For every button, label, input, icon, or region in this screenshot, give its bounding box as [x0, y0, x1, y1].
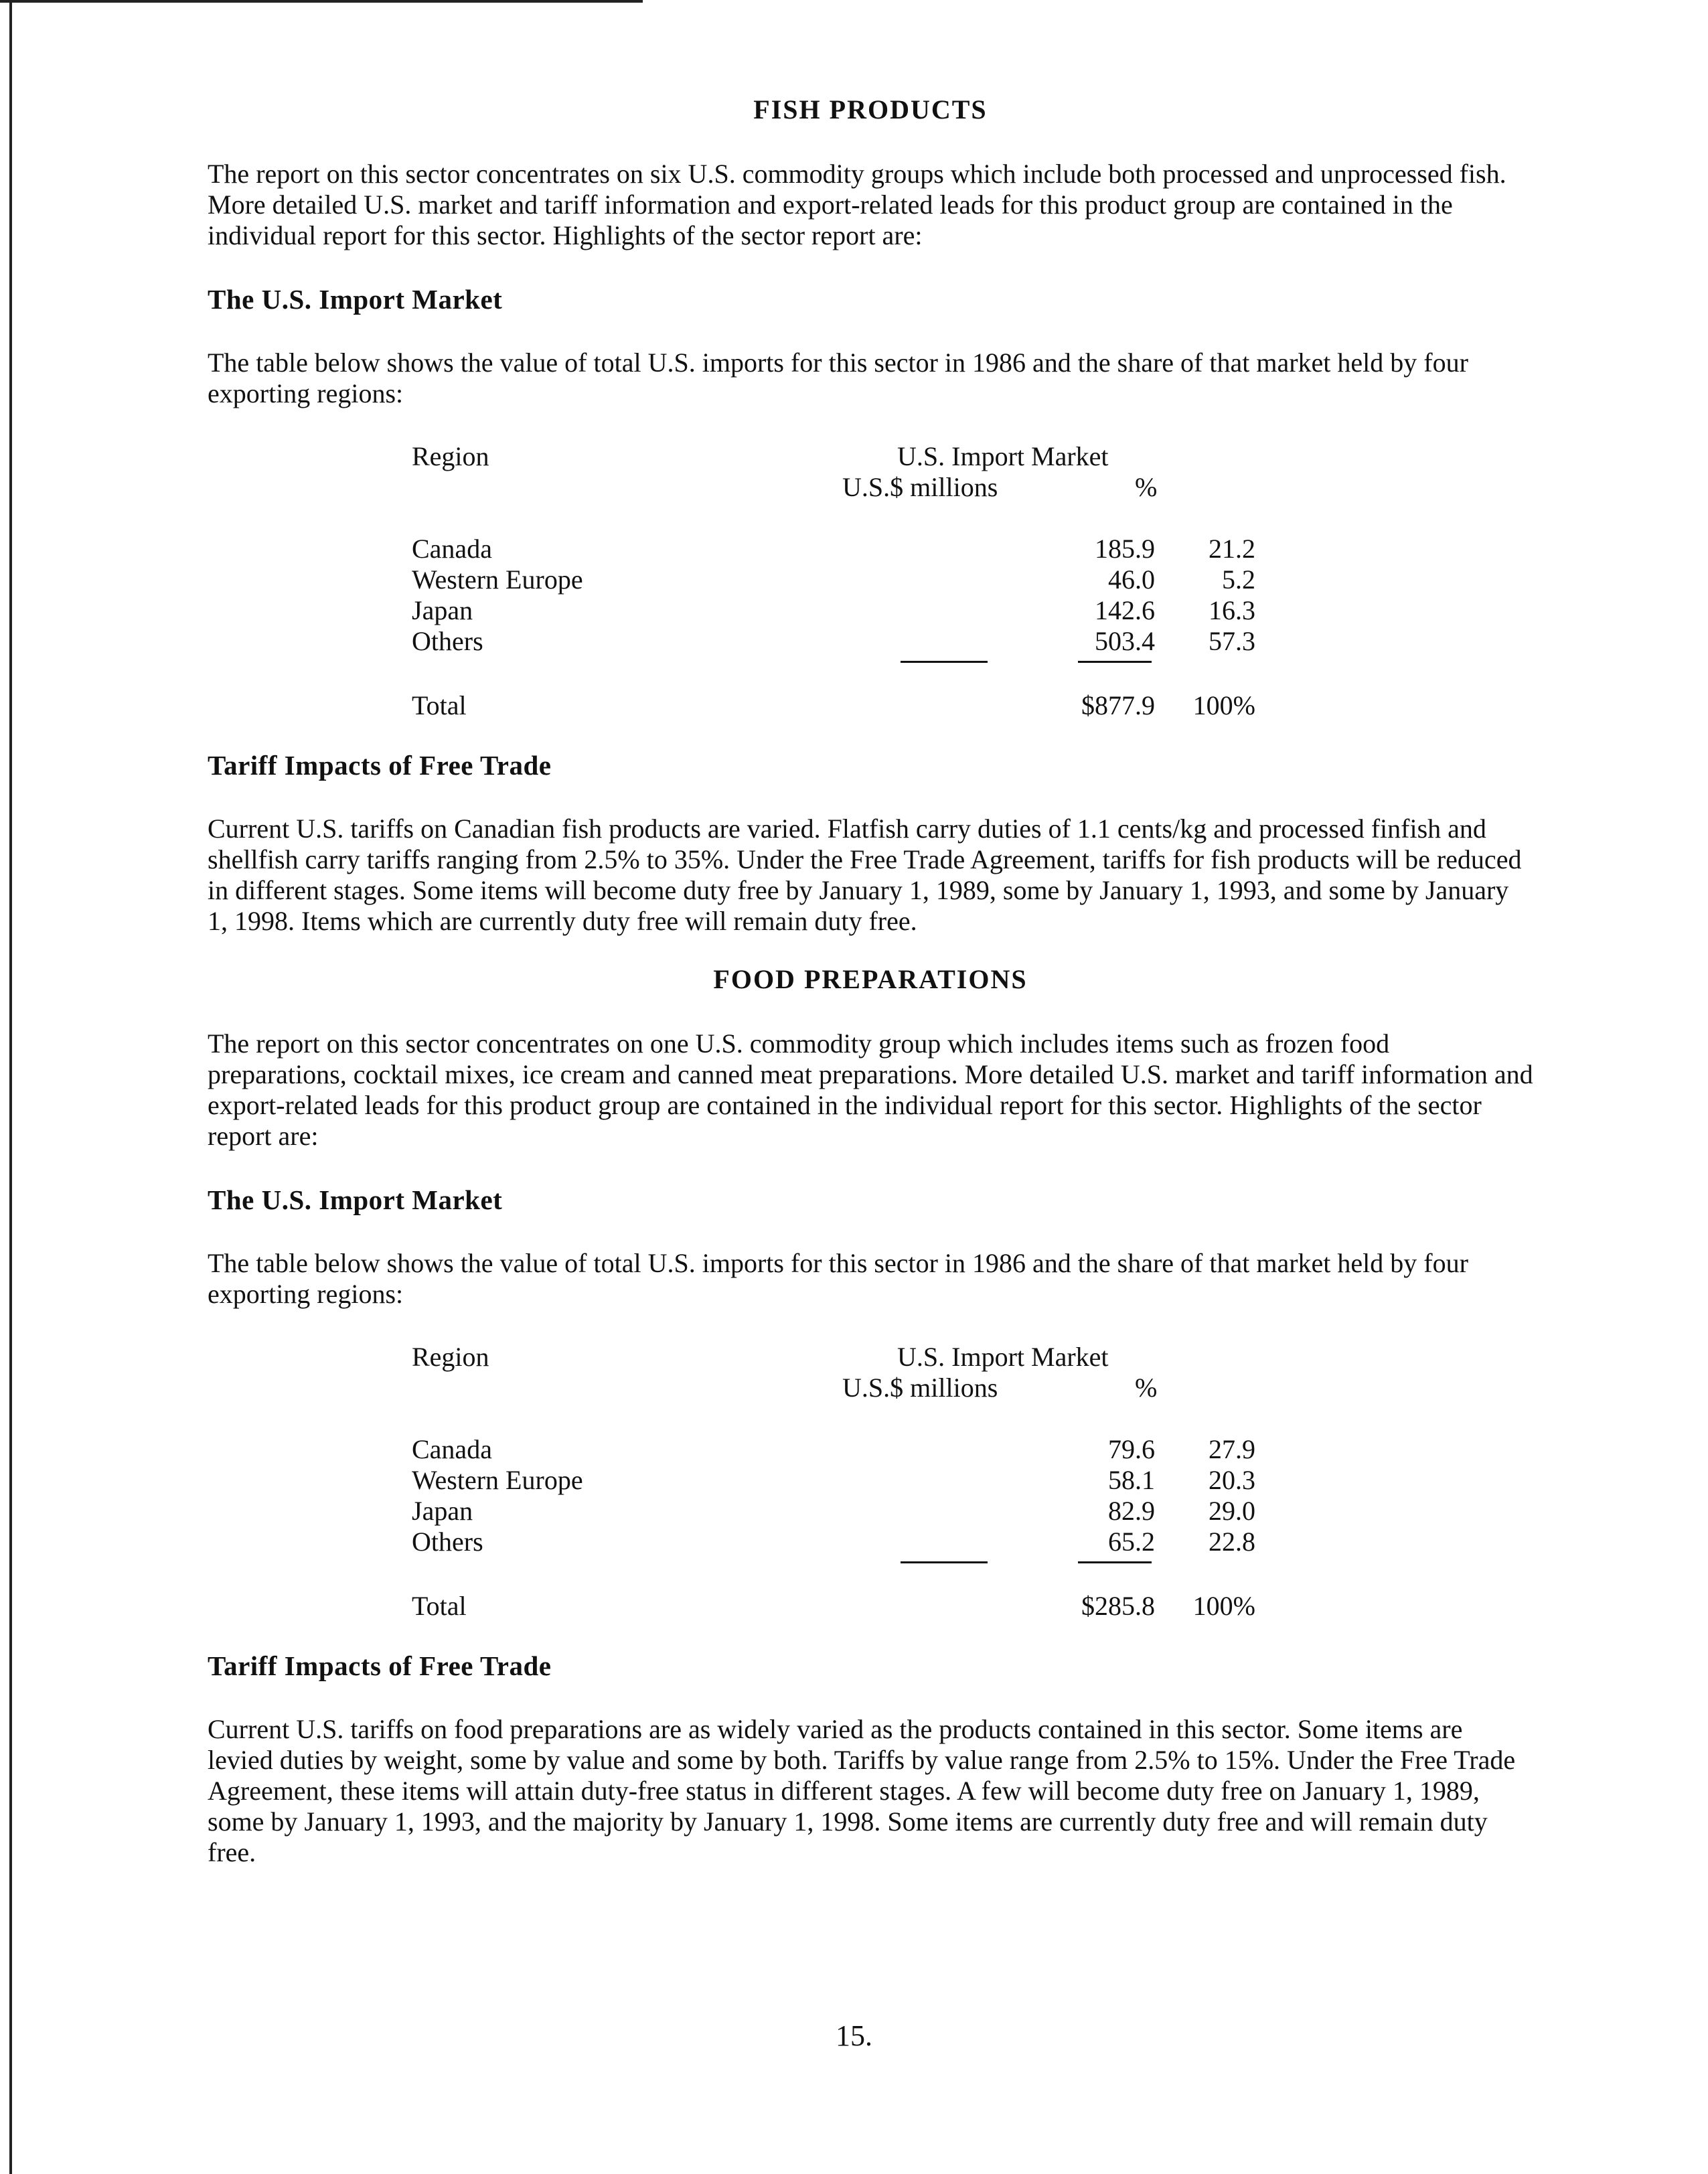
- region-header: Region: [412, 441, 489, 471]
- region-cell: Canada: [412, 1434, 492, 1464]
- tariff-text: Current U.S. tariffs on food preparations are as widely varied as the products contained in this sector. Some items are levied duties by weight, some by value and some by both. Tariffs by value range from 2.5% to 15%. Under the Free Trade Agreement, these items will attain duty-free status in different stages. A few will become duty free on January 1, 1989, some by January 1, 1993, and the majority by January 1, 1998. Some items are currently duty free and will remain duty free.: [208, 1714, 1516, 1867]
- percent-cell: 57.3: [1209, 626, 1255, 656]
- region-cell: Western Europe: [412, 564, 583, 595]
- market-header: U.S. Import Market: [897, 1342, 1109, 1372]
- total-label: Total: [412, 1591, 467, 1621]
- section-title: FISH PRODUCTS: [753, 94, 988, 125]
- percent-total-rule: [1078, 1561, 1152, 1563]
- scan-edge-top: [0, 0, 643, 3]
- region-cell: Canada: [412, 534, 492, 564]
- market-text: The table below shows the value of total U.S. imports for this sector in 1986 and the share of that market held by four exporting regions:: [208, 347, 1468, 408]
- scan-edge-left: [9, 0, 12, 2174]
- millions-total-rule: [901, 661, 988, 663]
- market-text: The table below shows the value of total U.S. imports for this sector in 1986 and the share of that market held by four exporting regions:: [208, 1248, 1468, 1309]
- millions-cell: 503.4: [1095, 626, 1155, 656]
- section-intro: The report on this sector concentrates on six U.S. commodity groups which include both processed and unprocessed fish. More detailed U.S. market and tariff information and export-related leads for this product group are contained in the individual report for this sector. Highlights of the sector report are:: [208, 159, 1506, 250]
- total-millions: $877.9: [1081, 690, 1155, 720]
- percent-total-rule: [1078, 661, 1152, 663]
- region-header: Region: [412, 1342, 489, 1372]
- percent-header: %: [1135, 1373, 1158, 1403]
- page-number: 15.: [836, 2019, 872, 2052]
- percent-cell: 21.2: [1209, 534, 1255, 564]
- region-cell: Others: [412, 1527, 483, 1557]
- tariff-heading: Tariff Impacts of Free Trade: [208, 1650, 552, 1681]
- tariff-text: Current U.S. tariffs on Canadian fish products are varied. Flatfish carry duties of 1.1 cents/kg and processed finfish and shellfish carry tariffs ranging from 2.5% to 35%. Under the Free Trade Agreement, tariffs for fish products will be reduced in different stages. Some items will become duty free by January 1, 1989, some by January 1, 1993, and some by January 1, 1998. Items which are currently duty free will remain duty free.: [208, 813, 1522, 936]
- total-percent: 100%: [1192, 690, 1255, 720]
- market-heading: The U.S. Import Market: [208, 284, 503, 315]
- total-percent: 100%: [1192, 1591, 1255, 1621]
- section-fish-products: [208, 94, 1533, 937]
- market-header: U.S. Import Market: [897, 441, 1109, 471]
- percent-header: %: [1135, 472, 1158, 502]
- total-label: Total: [412, 690, 467, 720]
- millions-total-rule: [901, 1561, 988, 1563]
- millions-header: U.S.$ millions: [842, 472, 998, 502]
- percent-cell: 29.0: [1209, 1496, 1255, 1526]
- total-millions: $285.8: [1081, 1591, 1155, 1621]
- percent-cell: 22.8: [1209, 1527, 1255, 1557]
- millions-cell: 65.2: [1108, 1527, 1155, 1557]
- millions-cell: 185.9: [1095, 534, 1155, 564]
- millions-cell: 79.6: [1108, 1434, 1155, 1464]
- region-cell: Japan: [412, 595, 473, 625]
- percent-cell: 5.2: [1222, 564, 1255, 595]
- tariff-heading: Tariff Impacts of Free Trade: [208, 750, 552, 781]
- millions-cell: 46.0: [1108, 564, 1155, 595]
- market-heading: The U.S. Import Market: [208, 1184, 503, 1215]
- millions-cell: 142.6: [1095, 595, 1155, 625]
- region-cell: Japan: [412, 1496, 473, 1526]
- percent-cell: 16.3: [1209, 595, 1255, 625]
- import-market-table: [208, 441, 1533, 749]
- section-food-preparations: [208, 963, 1533, 1868]
- percent-cell: 20.3: [1209, 1465, 1255, 1495]
- section-title: FOOD PREPARATIONS: [713, 964, 1028, 994]
- millions-header: U.S.$ millions: [842, 1373, 998, 1403]
- millions-cell: 58.1: [1108, 1465, 1155, 1495]
- region-cell: Others: [412, 626, 483, 656]
- millions-cell: 82.9: [1108, 1496, 1155, 1526]
- page-content: [208, 94, 1533, 1868]
- import-market-table: [208, 1342, 1533, 1650]
- percent-cell: 27.9: [1209, 1434, 1255, 1464]
- region-cell: Western Europe: [412, 1465, 583, 1495]
- section-intro: The report on this sector concentrates on one U.S. commodity group which includes items such as frozen food preparations, cocktail mixes, ice cream and canned meat preparations. More detailed U.S. market and tariff information and export-related leads for this product group are contained in the individual report for this sector. Highlights of the sector report are:: [208, 1028, 1533, 1151]
